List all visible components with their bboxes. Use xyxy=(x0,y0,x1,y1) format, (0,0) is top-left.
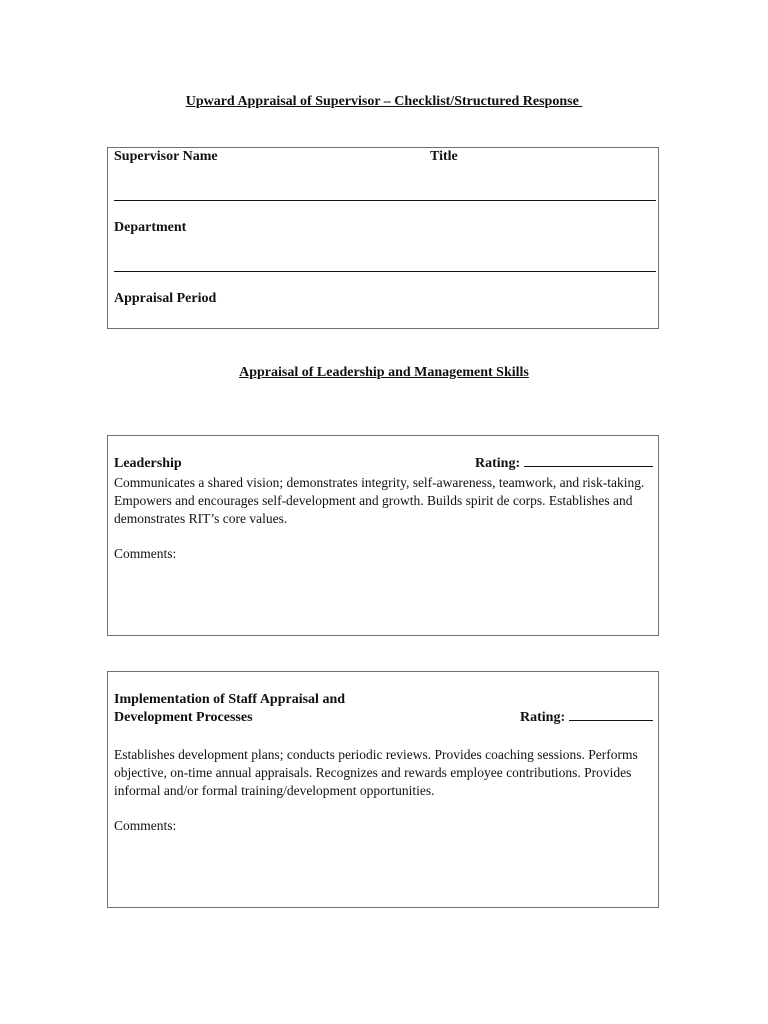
staff-appraisal-comments-label: Comments: xyxy=(114,818,177,833)
department-line[interactable] xyxy=(114,271,656,272)
staff-appraisal-description: Establishes development plans; conducts periodic reviews. Provides coaching sessions. Performs objective, on-time annual appraisals. Recognizes and rewards employee contributions. Provides informal and/or formal training/development opportunities. xyxy=(114,747,638,798)
section-title: Appraisal of Leadership and Management Skills xyxy=(239,365,529,380)
staff-appraisal-box xyxy=(107,671,659,908)
title-label: Title xyxy=(430,149,458,164)
document-title: Upward Appraisal of Supervisor – Checklist/Structured Response xyxy=(185,94,583,109)
leadership-box xyxy=(107,435,659,636)
appraisal-period-label: Appraisal Period xyxy=(114,291,217,306)
staff-appraisal-rating-label: Rating: xyxy=(520,710,566,725)
staff-appraisal-heading-line2: Development Processes xyxy=(114,710,253,725)
leadership-rating-field[interactable] xyxy=(475,456,653,472)
leadership-rating-label: Rating: xyxy=(475,456,521,471)
supervisor-name-label: Supervisor Name xyxy=(114,149,218,164)
leadership-rating-line[interactable] xyxy=(524,465,653,467)
department-label: Department xyxy=(114,220,187,235)
supervisor-info-box xyxy=(107,147,659,329)
leadership-description: Communicates a shared vision; demonstrates integrity, self-awareness, teamwork, and risk-taking. Empowers and encourages self-development and growth. Builds spirit de corps. Establishes and demonstrates RIT’s core values. xyxy=(114,475,645,526)
staff-appraisal-rating-field[interactable] xyxy=(520,710,653,726)
leadership-heading: Leadership xyxy=(114,456,182,471)
staff-appraisal-rating-line[interactable] xyxy=(569,719,653,721)
leadership-comments-label: Comments: xyxy=(114,546,177,561)
staff-appraisal-heading-line1: Implementation of Staff Appraisal and xyxy=(114,692,346,707)
supervisor-name-title-line[interactable] xyxy=(114,200,656,201)
